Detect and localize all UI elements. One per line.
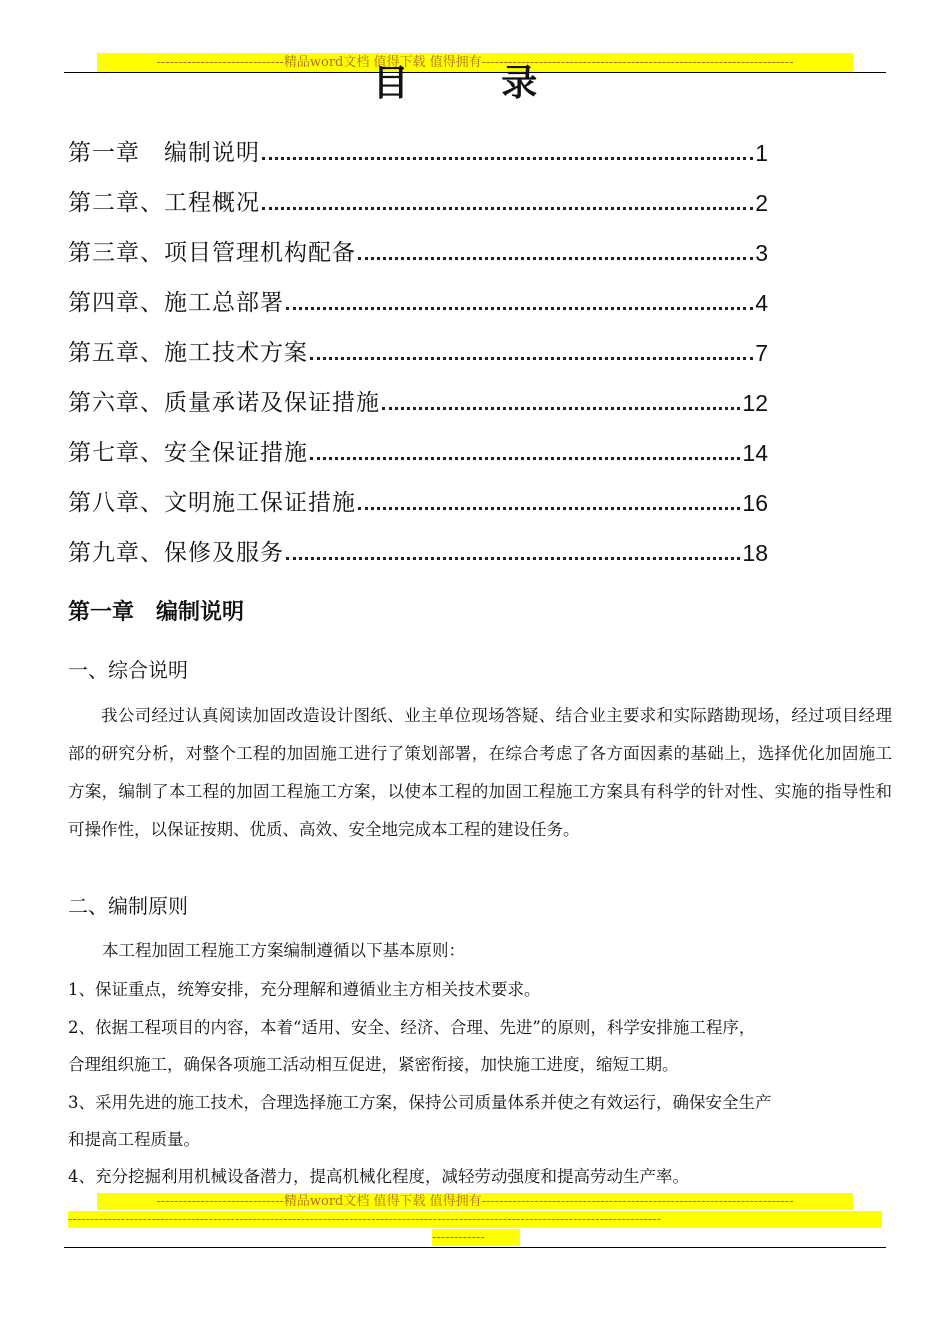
principle-item: 3、采用先进的施工技术，合理选择施工方案，保持公司质量体系并使之有效运行，确保安全生产 [68,1093,772,1112]
toc-entry-label: 第五章、施工技术方案 [68,340,308,366]
toc-entry[interactable] [68,468,768,518]
toc-leader-dots [310,457,740,460]
toc-entry-label: 第九章、保修及服务 [68,540,284,566]
principle-item: 4、充分挖掘利用机械设备潜力，提高机械化程度，减轻劳动强度和提高劳动生产率。 [68,1167,689,1186]
table-of-contents [68,118,768,568]
toc-leader-dots [358,257,753,260]
section-heading: 二、编制原则 [68,894,188,918]
body-paragraph: 我公司经过认真阅读加固改造设计图纸、业主单位现场答疑、结合业主要求和实际踏勘现场，经过项目经理部的研究分析，对整个工程的加固施工进行了策划部署，在综合考虑了各方面因素的基础上，选择优化加固施工方案，编制了本工程的加固工程施工方案，以使本工程的加固工程施工方案具有科学的针对性、实施的指导性和可操作性，以保证按期、优质、高效、安全地完成本工程的建设任务。 [68,706,892,839]
toc-entry-label: 第八章、文明施工保证措施 [68,490,356,516]
toc-entry-label: 第四章、施工总部署 [68,290,284,316]
toc-entry-page: 14 [742,440,768,466]
toc-leader-dots [286,557,740,560]
toc-leader-dots [382,407,740,410]
toc-entry[interactable] [68,218,768,268]
toc-entry[interactable] [68,168,768,218]
toc-entry-page: 18 [742,540,768,566]
toc-leader-dots [358,507,740,510]
toc-leader-dots [262,157,753,160]
toc-entry-page: 3 [755,240,768,266]
footer-banner-line: --------------------------------------------------------------------------------------------------------------------------------------- [68,1211,882,1228]
toc-entry-label: 第一章 编制说明 [68,140,260,166]
principle-item-continued: 合理组织施工，确保各项施工活动相互促进，紧密衔接，加快施工进度，缩短工期。 [68,1055,679,1074]
principle-item: 1、保证重点，统筹安排，充分理解和遵循业主方相关技术要求。 [68,980,541,999]
principle-item: 2、依据工程项目的内容，本着“适用、安全、经济、合理、先进”的原则，科学安排施工程序， [68,1018,756,1037]
header-banner: -----------------------------精品word文档 值得下载 值得拥有----------------------------------------------------------------------- [97,53,853,72]
toc-entry[interactable] [68,318,768,368]
toc-entry-label: 第七章、安全保证措施 [68,440,308,466]
toc-entry-page: 1 [755,140,768,166]
principles-intro: 本工程加固工程施工方案编制遵循以下基本原则： [102,941,465,960]
principle-item-continued: 和提高工程质量。 [68,1130,200,1149]
toc-entry[interactable] [68,118,768,168]
toc-entry[interactable] [68,518,768,568]
toc-leader-dots [262,207,753,210]
toc-entry[interactable] [68,418,768,468]
section-heading: 一、综合说明 [68,658,188,682]
footer-banner-tail: ------------ [432,1229,520,1246]
toc-entry-label: 第二章、工程概况 [68,190,260,216]
toc-entry-page: 16 [742,490,768,516]
toc-leader-dots [286,307,753,310]
toc-entry-page: 12 [742,390,768,416]
toc-entry-label: 第三章、项目管理机构配备 [68,240,356,266]
toc-leader-dots [310,357,753,360]
toc-entry[interactable] [68,368,768,418]
chapter-heading: 第一章 编制说明 [68,600,245,625]
toc-entry[interactable] [68,268,768,318]
footer-banner: -----------------------------精品word文档 值得下载 值得拥有----------------------------------------------------------------------- [97,1193,853,1210]
footer-rule [64,1247,886,1248]
toc-entry-page: 7 [755,340,768,366]
toc-entry-page: 2 [755,190,768,216]
toc-entry-page: 4 [755,290,768,316]
toc-entry-label: 第六章、质量承诺及保证措施 [68,390,380,416]
toc-title: 目 录 [372,63,578,104]
